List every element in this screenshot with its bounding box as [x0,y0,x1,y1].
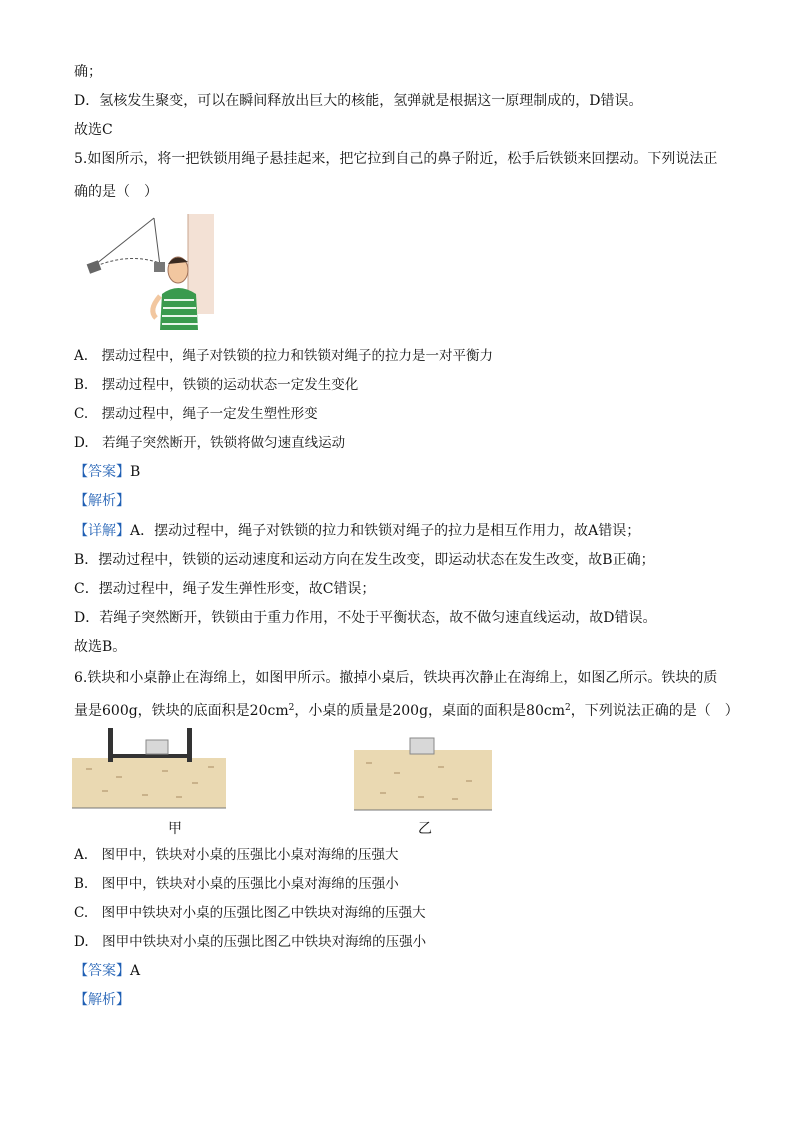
q5-detail-line-1 [74,521,640,541]
q5-stem-line-1: 5.如图所示，将一把铁锁用绳子悬挂起来，把它拉到自己的鼻子附近，松手后铁锁来回摆动。下列说法正 [74,151,718,167]
answer-value: B [130,464,141,480]
rope-center [154,218,160,266]
prev-choice: 故选C [74,122,113,138]
caption-jia: 甲 [168,821,182,837]
figure-yi-block-on-sponge [354,736,494,814]
iron-lock-left [87,260,102,274]
detail-text: A．摆动过程中，绳子对铁锁的拉力和铁锁对绳子的拉力是相互作用力，故A错误； [130,523,641,539]
q5-answer [74,462,140,482]
table-top [108,754,192,758]
prev-line-1: 确； [74,64,102,80]
q5-option-a: A. 摆动过程中，绳子对铁锁的拉力和铁锁对绳子的拉力是一对平衡力 [74,348,494,364]
q6-option-c: C. 图甲中铁块对小桌的压强比图乙中铁块对海绵的压强大 [74,905,426,921]
detail-tag: 【详解】 [74,523,130,539]
q5-option-d: D. 若绳子突然断开，铁锁将做匀速直线运动 [74,435,346,451]
q6-option-a: A. 图甲中，铁块对小桌的压强比小桌对海绵的压强大 [74,847,399,863]
q6-stem-line-2 [74,701,739,721]
q5-detail-line-2: B．摆动过程中，铁锁的运动速度和运动方向在发生改变，即运动状态在发生改变，故B正确； [74,552,655,568]
q6-stem-part-b: ，小桌的质量是200g，桌面的面积是80cm [294,703,565,719]
answer-value: A [130,963,141,979]
figure-jia-table-on-sponge [72,726,228,812]
q5-detail-line-3: C．摆动过程中，绳子发生弹性形变，故C错误； [74,581,376,597]
q5-choice: 故选B。 [74,639,127,655]
q6-stem-sup-2: 2 [564,703,571,713]
q6-stem-part-c: ，下列说法正确的是（ ） [570,703,739,719]
q5-analysis-tag: 【解析】 [74,493,130,509]
rope-left [96,218,154,264]
iron-block [410,738,434,754]
sponge [72,758,226,808]
q6-answer [74,961,140,981]
prev-line-2: D．氢核发生聚变，可以在瞬间释放出巨大的核能，氢弹就是根据这一原理制成的，D错误。 [74,93,643,109]
q6-option-d: D. 图甲中铁块对小桌的压强比图乙中铁块对海绵的压强小 [74,934,427,950]
pendulum-lock-illustration [84,212,214,330]
q6-stem-part-a: 量是600g，铁块的底面积是20cm [74,703,289,719]
q5-stem-line-2: 确的是（ ） [74,184,158,200]
q5-option-b: B. 摆动过程中，铁锁的运动状态一定发生变化 [74,377,359,393]
iron-block [146,740,168,754]
answer-tag: 【答案】 [74,464,130,480]
q6-analysis-tag: 【解析】 [74,992,130,1008]
iron-lock-right [154,262,165,272]
caption-yi: 乙 [418,821,432,837]
answer-tag: 【答案】 [74,963,130,979]
q6-option-b: B. 图甲中，铁块对小桌的压强比小桌对海绵的压强小 [74,876,399,892]
q5-option-c: C. 摆动过程中，绳子一定发生塑性形变 [74,406,318,422]
q6-stem-line-1: 6.铁块和小桌静止在海绵上，如图甲所示。撤掉小桌后，铁块再次静止在海绵上，如图乙所示。铁块的质 [74,670,718,686]
swing-arc [96,258,162,266]
q6-stem-sup-1: 2 [288,703,295,713]
person-arm [153,296,160,318]
q5-detail-line-4: D．若绳子突然断开，铁锁由于重力作用，不处于平衡状态，故不做匀速直线运动，故D错误。 [74,610,657,626]
